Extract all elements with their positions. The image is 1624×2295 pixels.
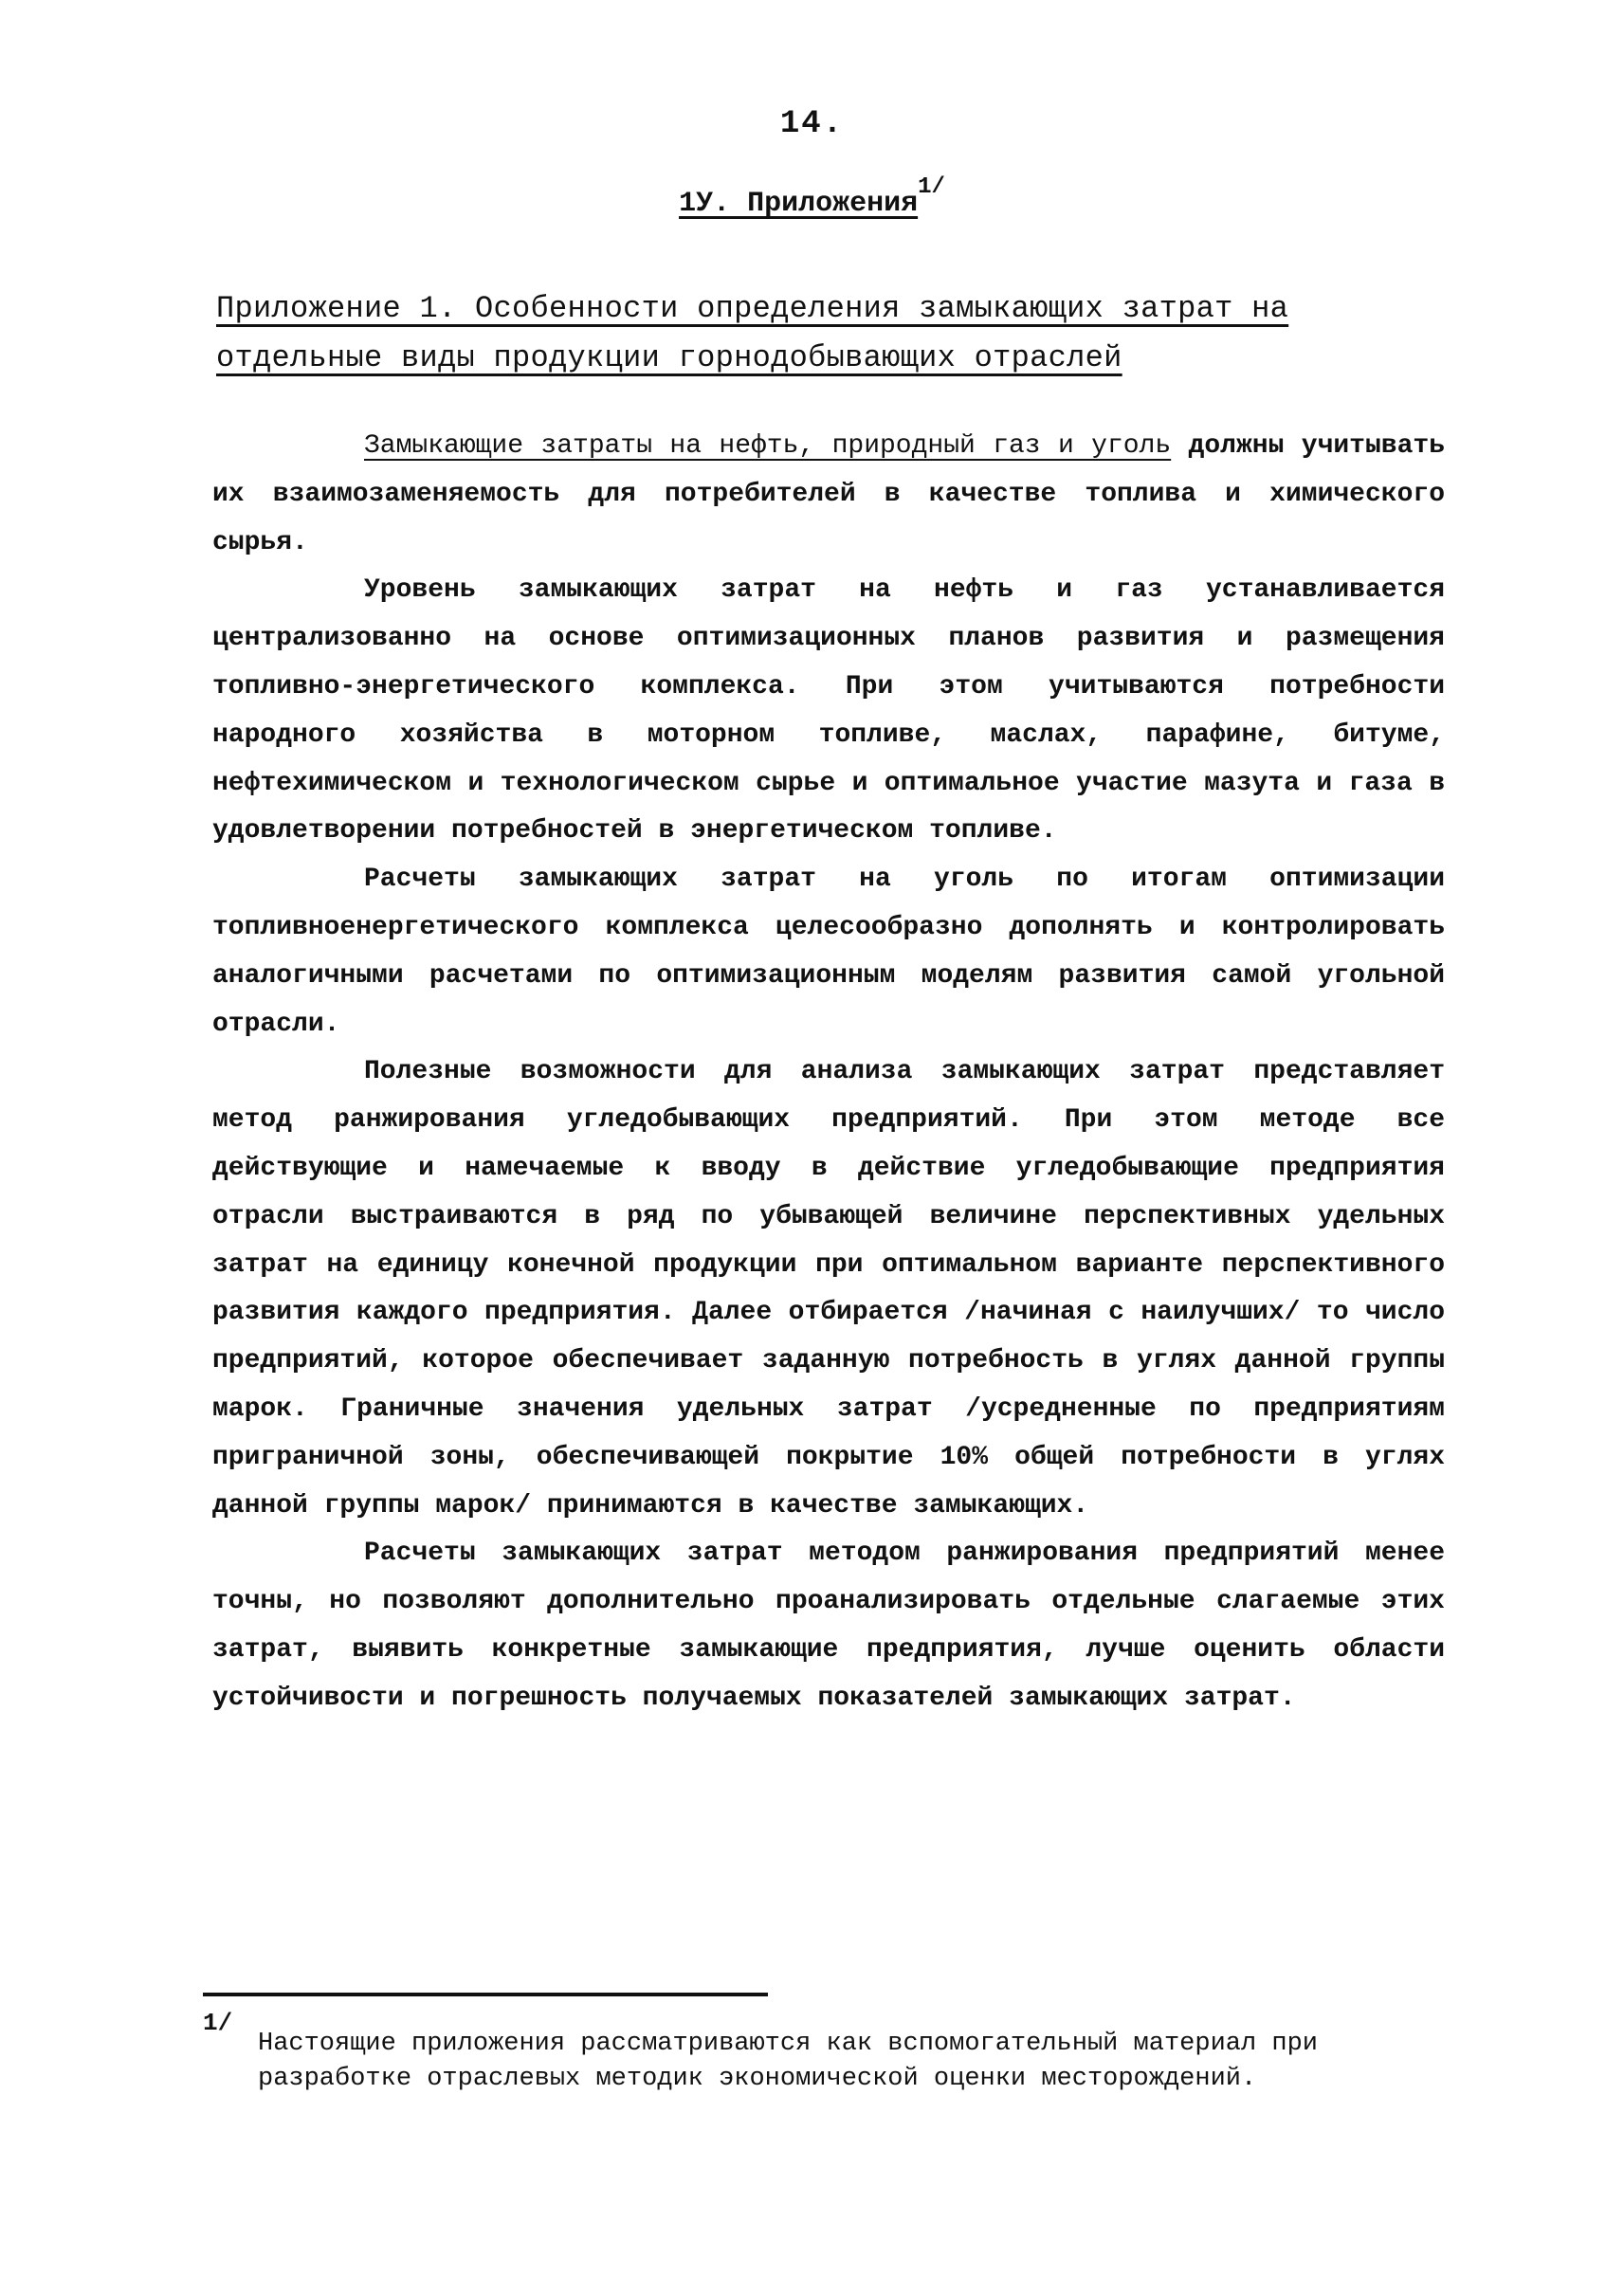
footnote-mark: 1/: [203, 2009, 233, 2037]
paragraph-3: Расчеты замыкающих затрат на уголь по итогам оптимизации топливноенергетического комплекса целесообразно дополнять и контролировать аналогичными расчетами по оптимизационным моделям развития самой угольной отрасли.: [212, 865, 1445, 1039]
paragraph-1-lead: Замыкающие затраты на нефть, природный газ и уголь: [364, 431, 1172, 461]
section-footnote-ref: 1/: [918, 174, 945, 200]
paragraph-4: Полезные возможности для анализа замыкающих затрат представляет метод ранжирования угледобывающих предприятий. При этом методе все действующие и намечаемые к вводу в действие угледобывающие предприятия отрасли выстраиваются в ряд по убывающей величине перспективных удельных затрат на единицу конечной продукции при оптимальном варианте перспективного развития каждого предприятия. Далее отбирается /начиная с наилучших/ то число предприятий, которое обеспечивает заданную потребность в углях данной группы марок. Граничные значения удельных затрат /усредненные по предприятиям приграничной зоны, обеспечивающей покрытие 10% общей потребности в углях данной группы марок/ принимаются в качестве замыкающих.: [212, 1057, 1445, 1521]
paragraph-1-rest: должны учитывать их взаимозаменяемость для потребителей в качестве топлива и химического сырья.: [212, 431, 1445, 557]
footnote-text: Настоящие приложения рассматриваются как вспомогательный материал при разработке отраслевых методик экономической оценки месторождений.: [258, 2030, 1318, 2093]
page-number: 14.: [779, 106, 845, 142]
footnote-divider: [203, 1993, 768, 1996]
paragraph-1: [212, 423, 1445, 567]
paragraph-2: Уровень замыкающих затрат на нефть и газ устанавливается централизованно на основе оптимизационных планов развития и размещения топливно-энергетического комплекса. При этом учитываются потребности народного хозяйства в моторном топливе, маслах, парафине, битуме, нефтехимическом и технологическом сырье и оптимальное участие мазута и газа в удовлетворении потребностей в энергетическом топливе.: [212, 575, 1445, 847]
paragraph-5: Расчеты замыкающих затрат методом ранжирования предприятий менее точны, но позволяют дополнительно проанализировать отдельные слагаемые этих затрат, выявить конкретные замыкающие предприятия, лучше оценить области устойчивости и погрешность получаемых показателей замыкающих затрат.: [212, 1539, 1445, 1713]
section-title-text: 1У. Приложения: [679, 188, 919, 220]
footnote: [203, 2009, 1435, 2097]
appendix-heading: Приложение 1. Особенности определения замыкающих затрат на отдельные виды продукции горнодобывающих отраслей: [216, 291, 1289, 375]
body-text: [212, 423, 1445, 1723]
section-title: [0, 174, 1624, 220]
